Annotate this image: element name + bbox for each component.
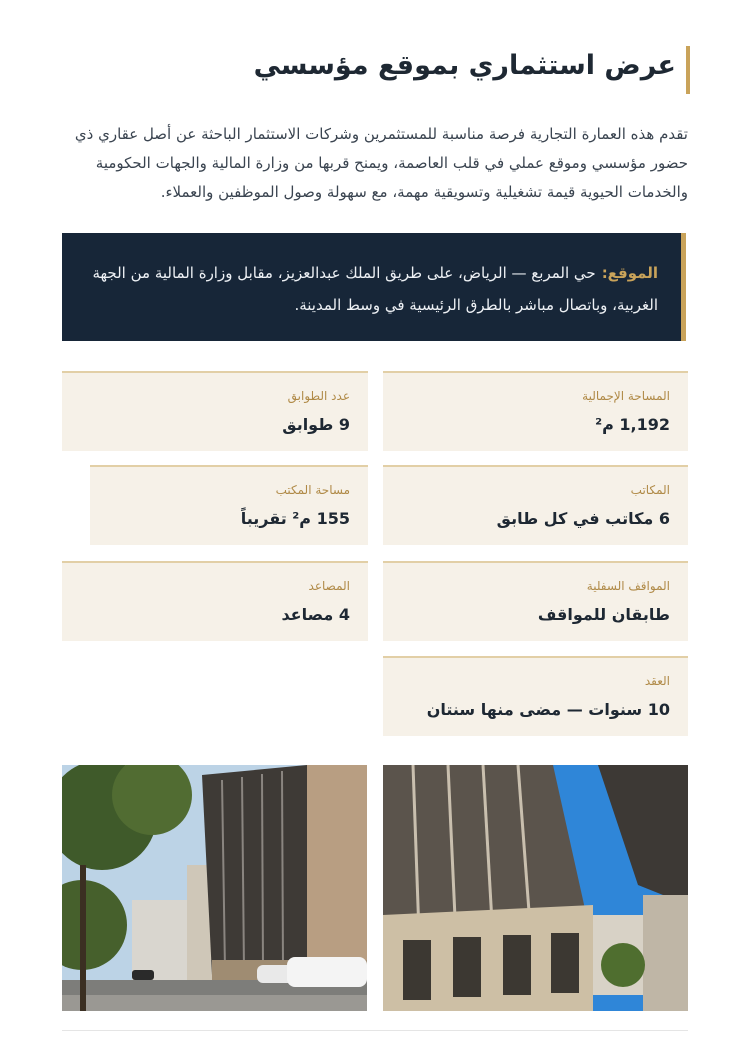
location-label: الموقع: xyxy=(601,264,658,282)
footer-divider xyxy=(62,1030,688,1031)
spec-label: المساحة الإجمالية xyxy=(582,389,670,403)
title-accent-bar xyxy=(686,46,690,94)
spec-value: 4 مصاعد xyxy=(281,605,350,624)
intro-paragraph: تقدم هذه العمارة التجارية فرصة مناسبة للمستثمرين وشركات الاستثمار الباحثة عن أصل عقاري ذي حضور مؤسسي وموقع عملي في قلب العاصمة، ويمنح قربها من وزارة المالية والجهات الحكومية والخدمات الحيوية قيمة تشغيلية وتسويقية مهمة، مع سهولة وصول الموظفين والعملاء. xyxy=(74,125,688,201)
spec-label: مساحة المكتب xyxy=(275,483,350,497)
building-photo-street xyxy=(62,765,367,1011)
building-photo-facade xyxy=(383,765,688,1011)
location-text: حي المربع — الرياض، على طريق الملك عبدالعزيز، مقابل وزارة المالية من الجهة الغربية، وباتصال مباشر بالطرق الرئيسية في وسط المدينة. xyxy=(92,264,658,314)
location-accent-bar xyxy=(681,233,686,341)
page-title: عرض استثماري بموقع مؤسسي xyxy=(253,50,676,81)
spec-value: 155 م² تقريباً xyxy=(240,509,350,528)
spec-label: عدد الطوابق xyxy=(287,389,350,403)
spec-card-elevators xyxy=(62,561,368,641)
spec-card-offices xyxy=(383,465,688,545)
spec-label: المواقف السفلية xyxy=(586,579,670,593)
title-block xyxy=(50,46,690,94)
spec-label: المصاعد xyxy=(308,579,350,593)
spec-value: 9 طوابق xyxy=(282,415,350,434)
spec-label: العقد xyxy=(644,674,670,688)
spec-value: 1,192 م² xyxy=(595,415,670,434)
spec-card-contract xyxy=(383,656,688,736)
location-text-block xyxy=(84,257,658,321)
location-box xyxy=(62,233,686,341)
spec-card-total-area xyxy=(383,371,688,451)
spec-value: 10 سنوات — مضى منها سنتان xyxy=(426,700,670,719)
spec-card-parking xyxy=(383,561,688,641)
spec-value: 6 مكاتب في كل طابق xyxy=(496,509,670,528)
spec-label: المكاتب xyxy=(630,483,670,497)
spec-card-office-area xyxy=(90,465,368,545)
spec-card-floors xyxy=(62,371,368,451)
spec-value: طابقان للمواقف xyxy=(537,605,670,624)
